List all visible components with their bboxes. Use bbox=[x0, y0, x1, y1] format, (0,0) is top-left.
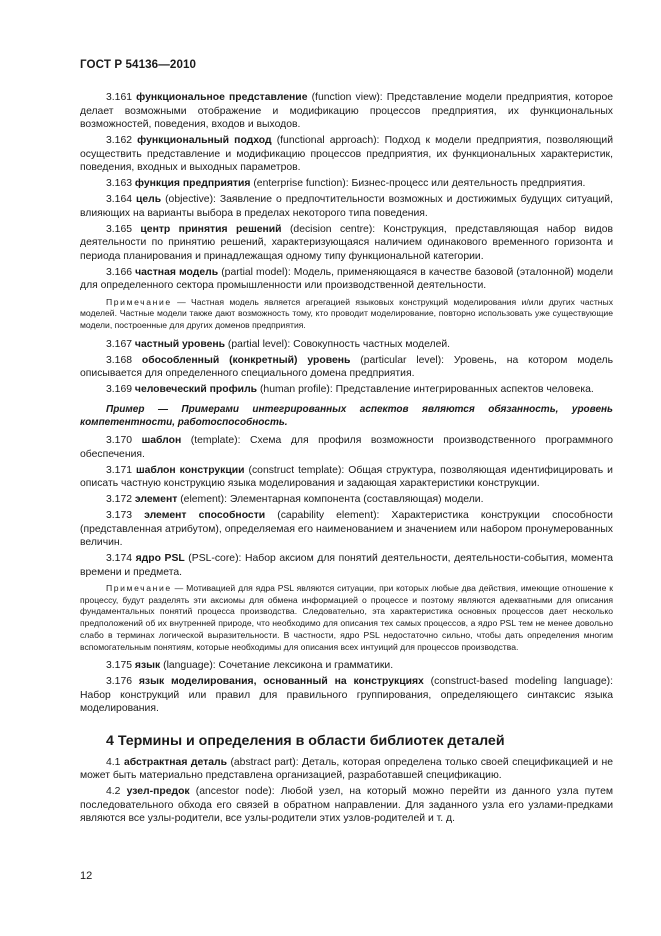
entry-number: 3.174 bbox=[106, 553, 133, 565]
definition-entry bbox=[80, 354, 613, 381]
entry-number: 3.164 bbox=[106, 194, 133, 205]
entry-number: 4.1 bbox=[106, 756, 121, 768]
entry-definition: (enterprise function): Бизнес-процесс или деятельность предприятия. bbox=[250, 178, 586, 189]
entry-term: функциональное представление bbox=[136, 92, 308, 103]
definitions-group-1 bbox=[80, 91, 613, 293]
entry-definition: (element): Элементарная компонента (составляющая) модели. bbox=[177, 494, 484, 506]
document-body bbox=[80, 91, 613, 828]
entry-number: 3.167 bbox=[106, 338, 133, 350]
entry-definition: (particular level): Уровень, на котором модель описывается для определенного специального домена предприятия. bbox=[80, 354, 613, 380]
entry-definition: (capability element): Характеристика конструкции способности (представленная атрибутом), определяемая его наименованием и значением или набором пронумерованных величин. bbox=[80, 510, 613, 549]
entry-term: цель bbox=[135, 194, 162, 205]
definition-entry bbox=[80, 464, 613, 491]
entry-term: функция предприятия bbox=[134, 178, 251, 189]
entry-definition: (template): Схема для профиля возможности производственного программного обеспечения. bbox=[80, 435, 613, 460]
entry-definition: (construct-based modeling language): Набор конструкций или правил для правильного группирования, определяющего синтаксис языка моделирования. bbox=[80, 676, 613, 715]
entry-number: 3.172 bbox=[106, 494, 133, 506]
note-text: — Частная модель является агрегацией языковых конструкций моделирования и/или других частных моделей. Частные модели также дают возможность тому, кто проводит моделирование, повторно использовать уже существующие модели, построенные для других доменов предприятия. bbox=[80, 296, 613, 330]
entry-definition: (partial model): Модель, применяющаяся в качестве базовой (эталонной) модели для определенного сектора промышленности или производственной деятельности. bbox=[80, 266, 614, 291]
definition-entry bbox=[80, 552, 613, 579]
note-1 bbox=[80, 297, 613, 332]
definitions-group-2 bbox=[80, 338, 613, 397]
example-text: — Примерами интегрированных аспектов являются обязанность, уровень компетентности, работоспособность. bbox=[80, 403, 613, 428]
entry-number: 4.2 bbox=[106, 786, 121, 798]
entry-term: функциональный подход bbox=[137, 135, 272, 146]
note-text: — Мотивацией для ядра PSL являются ситуации, при которых любые два действия, имеющие отношение к процессу, будут разделять эти аксиомы для обмена информацией о процессе и поэтому являются адекватными для описания фундаментальных понятий процесса производства. Следовательно, эта характеристика основных процессов дает несколько предположений об их внутренней природе, что необходимо для описания тех самых процессов, а ядро PSL тем не менее довольно слабо в терминах логической выразительности. В частности, ядро PSL недостаточно сильно, чтобы дать определения многим вспомогательным понятиям, которые необходимы для описания всех интуиций для процессов производства. bbox=[80, 583, 613, 652]
entry-number: 3.161 bbox=[106, 92, 133, 103]
entry-number: 3.170 bbox=[106, 435, 133, 447]
section-heading: 4 Термины и определения в области библиотек деталей bbox=[106, 732, 505, 749]
entry-definition: (function view): Представление модели предприятия, которое делает возможными отображение и модификацию процессов предприятия, их функциональных возможностей, поведения, входов и выходов. bbox=[80, 92, 614, 130]
entry-definition: (functional approach): Подход к модели предприятия, позволяющий осуществить представление и модификацию процессов предприятия, их функциональных характеристик, поведения, входных и выходных параметров. bbox=[80, 135, 613, 173]
definition-entry bbox=[80, 659, 613, 673]
definition-entry bbox=[80, 193, 613, 220]
definitions-group-5 bbox=[80, 756, 613, 826]
definition-entry bbox=[80, 675, 613, 716]
definition-entry bbox=[80, 338, 613, 352]
entry-term: обособленный (конкретный) уровень bbox=[141, 354, 351, 366]
entry-term: частный уровень bbox=[134, 338, 226, 350]
example-label: Пример bbox=[106, 403, 145, 415]
entry-term: частная модель bbox=[135, 266, 219, 278]
definition-entry bbox=[80, 756, 613, 783]
entry-term: элемент bbox=[134, 494, 178, 506]
definition-entry bbox=[80, 266, 613, 293]
definitions-group-4 bbox=[80, 659, 613, 716]
entry-term: язык bbox=[134, 660, 161, 672]
definitions-group-3 bbox=[80, 434, 613, 579]
entry-term: шаблон конструкции bbox=[135, 464, 245, 476]
entry-term: центр принятия решений bbox=[140, 223, 282, 235]
definition-entry bbox=[80, 223, 613, 264]
entry-term: ядро PSL bbox=[135, 553, 185, 565]
entry-definition: (human profile): Представление интегрированных аспектов человека. bbox=[257, 384, 594, 396]
definition-entry bbox=[80, 91, 613, 132]
definition-entry bbox=[80, 509, 613, 550]
entry-number: 3.165 bbox=[106, 223, 133, 235]
entry-definition: (PSL-core): Набор аксиом для понятий деятельности, деятельности-события, момента времени и предмета. bbox=[80, 553, 613, 578]
entry-number: 3.176 bbox=[106, 676, 133, 688]
entry-definition: (ancestor node): Любой узел, на который можно перейти из данного узла путем последовательного обхода его связей в обратном направлении. Для заданного узла его узлами-предками являются все узлы-родители, все узлы-родители этих узлов-родителей и т. д. bbox=[80, 786, 614, 825]
definition-entry bbox=[80, 177, 613, 191]
entry-definition: (partial level): Совокупность частных моделей. bbox=[225, 338, 451, 350]
entry-definition: (objective): Заявление о предпочтительности возможных и достижимых будущих ситуаций, влияющих на варианты выбора в пределах некоторого типа поведения. bbox=[80, 194, 614, 219]
definition-entry bbox=[80, 434, 613, 461]
entry-number: 3.169 bbox=[106, 384, 133, 396]
entry-term: язык моделирования, основанный на конструкциях bbox=[138, 676, 424, 688]
entry-term: узел-предок bbox=[126, 786, 190, 798]
entry-definition: (language): Сочетание лексикона и грамматики. bbox=[160, 660, 394, 672]
definition-entry bbox=[80, 493, 613, 507]
entry-number: 3.171 bbox=[106, 464, 133, 476]
entry-term: элемент способности bbox=[144, 510, 266, 522]
entry-definition: (construct template): Общая структура, позволяющая идентифицировать и описать частную конструкцию языка моделирования и задающая характеристики конструкции. bbox=[80, 464, 613, 490]
note-label: Примечание bbox=[106, 583, 172, 594]
definition-entry bbox=[80, 134, 613, 175]
note-label: Примечание bbox=[106, 296, 172, 307]
entry-number: 3.162 bbox=[106, 135, 133, 146]
note-2 bbox=[80, 583, 613, 653]
entry-term: шаблон bbox=[141, 435, 182, 447]
definition-entry bbox=[80, 383, 613, 397]
entry-term: абстрактная деталь bbox=[123, 756, 227, 768]
example bbox=[80, 403, 613, 429]
entry-definition: (abstract part): Деталь, которая определена только своей спецификацией и не может быть материально представлена организацией, разработавшей спецификацию. bbox=[80, 756, 613, 782]
running-header: ГОСТ Р 54136—2010 bbox=[80, 58, 197, 71]
entry-number: 3.168 bbox=[106, 354, 133, 366]
entry-term: человеческий профиль bbox=[134, 384, 258, 396]
entry-number: 3.166 bbox=[106, 266, 133, 278]
entry-number: 3.163 bbox=[106, 178, 133, 189]
entry-number: 3.173 bbox=[106, 510, 133, 522]
page-number: 12 bbox=[80, 870, 93, 882]
definition-entry bbox=[80, 785, 613, 826]
entry-definition: (decision centre): Конструкция, представляющая набор видов деятельности по принятию решений, характеризующаяся наличием одинакового временного горизонта и периода планирования и принадлежащая одному типу функциональной категории. bbox=[80, 223, 613, 262]
entry-number: 3.175 bbox=[106, 660, 133, 672]
